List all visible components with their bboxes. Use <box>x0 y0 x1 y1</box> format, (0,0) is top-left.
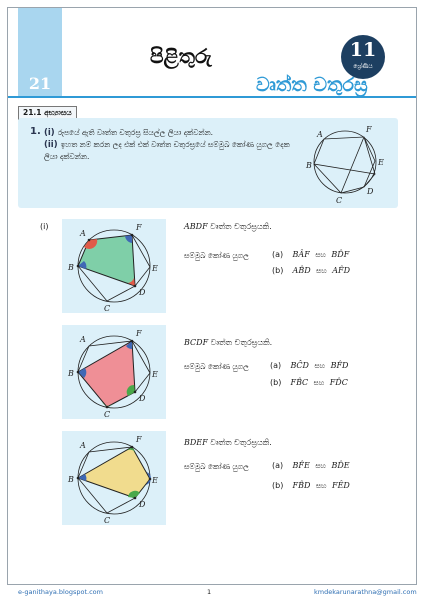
angle-second: FÊD <box>332 481 350 490</box>
answer-figure-abdf <box>62 219 166 313</box>
pair-marker: (a) <box>272 461 284 470</box>
answer-pair-row <box>272 481 350 491</box>
pair-conjunction: සහ <box>315 462 326 470</box>
question-part-1 <box>44 127 294 139</box>
answer-part-label: (i) <box>40 222 49 231</box>
quad-name: ABDF <box>184 222 208 231</box>
point-label-f: F <box>366 125 372 134</box>
angle-second: BF̂D <box>330 361 349 370</box>
question-box <box>18 118 398 208</box>
answer-pair-row <box>272 266 350 276</box>
point-f <box>131 340 134 343</box>
title-suffix: වෘත්ත චතුරස්‍රයකි. <box>210 222 272 231</box>
point-e <box>149 478 152 481</box>
answer-title-abdf <box>184 222 272 232</box>
quad-name: BCDF <box>184 338 209 347</box>
question-circle-diagram <box>303 118 398 208</box>
point-label-c: C <box>104 410 111 419</box>
grade-label: ශ්‍රේණිය <box>353 63 373 70</box>
pair-marker: (b) <box>270 378 282 387</box>
point-label-f: F <box>136 223 142 232</box>
point-label-a: A <box>80 229 86 238</box>
point-label-e: E <box>378 158 384 167</box>
pair-marker: (a) <box>270 361 282 370</box>
chapter-number: 21 <box>28 74 52 93</box>
angle-first: FB̂D <box>292 481 311 490</box>
answer-title-bcdf <box>184 338 272 348</box>
point-label-c: C <box>104 304 111 313</box>
point-label-b: B <box>306 161 312 170</box>
topic-title: වෘත්ත චතුරස්‍ර <box>256 74 368 96</box>
answer-figure-bdef <box>62 431 166 525</box>
point-label-a: A <box>80 335 86 344</box>
answer-pair-row <box>270 378 348 388</box>
footer-website-link[interactable]: e-ganithaya.blogspot.com <box>18 588 103 596</box>
circle-diagram-bdef <box>62 431 166 525</box>
header-rule <box>8 96 416 98</box>
angle-first: FB̂C <box>290 378 309 387</box>
question-part-text: ඉහත නම් කරන ලද එක් එක් වෘත්ත චතුරස්‍රයේ සම්මුඛ කෝණ යුගල දෙක ලියා දක්වන්න. <box>44 140 290 161</box>
point-label-b: B <box>68 369 74 378</box>
point-label-c: C <box>104 516 111 525</box>
pairs-label: සම්මුඛ කෝණ යුගල <box>184 251 249 260</box>
question-figure <box>303 118 398 208</box>
answer-pair-row <box>272 461 350 471</box>
footer-email-link[interactable]: kmdekarunarathna@gmail.com <box>314 588 417 596</box>
question-part-2 <box>44 139 294 162</box>
point-d <box>134 285 137 288</box>
pair-conjunction: සහ <box>314 362 326 370</box>
point-f <box>131 446 134 449</box>
point-b <box>77 265 80 268</box>
point-b <box>77 477 80 480</box>
quad-abdf <box>314 137 375 174</box>
pair-marker: (a) <box>272 250 284 259</box>
point-label-c: C <box>336 196 343 205</box>
point-label-e: E <box>152 264 158 273</box>
point-label-b: B <box>68 475 74 484</box>
point-label-a: A <box>80 441 86 450</box>
chord-fc <box>341 137 364 193</box>
point-label-d: D <box>139 288 146 297</box>
page-header <box>8 8 416 98</box>
answer-title-bdef <box>184 438 272 448</box>
pair-conjunction: සහ <box>313 379 325 387</box>
answer-pair-row <box>270 361 348 371</box>
angle-first: BF̂E <box>292 461 310 470</box>
angle-second: FD̂C <box>329 378 348 387</box>
point-label-d: D <box>139 500 146 509</box>
exercise-tag: 21.1 අභ්‍යාසය <box>18 106 77 120</box>
point-d <box>134 391 137 394</box>
pair-marker: (b) <box>272 481 284 490</box>
angle-second: BD̂F <box>331 250 350 259</box>
pair-marker: (b) <box>272 266 284 275</box>
question-part-label: (ii) <box>44 140 58 150</box>
angle-first: BÂF <box>292 250 310 259</box>
point-a <box>88 239 91 242</box>
circle-diagram-bcdf <box>62 325 166 419</box>
question-number: 1. <box>30 126 41 137</box>
quad-bdef <box>78 447 150 498</box>
point-d <box>134 497 137 500</box>
point-label-f: F <box>136 329 142 338</box>
point-label-e: E <box>152 476 158 485</box>
point-c <box>106 406 109 409</box>
answer-pair-row <box>272 250 349 260</box>
pair-conjunction: සහ <box>315 482 327 490</box>
lower-chords <box>314 164 375 193</box>
point-label-f: F <box>136 435 142 444</box>
point-f <box>131 234 134 237</box>
pair-conjunction: සහ <box>315 251 326 259</box>
angle-second: BD̂E <box>331 461 350 470</box>
angle-first: AB̂D <box>292 266 311 275</box>
point-label-d: D <box>139 394 146 403</box>
quad-name: BDEF <box>184 438 208 447</box>
title-suffix: වෘත්ත චතුරස්‍රයකි. <box>210 338 273 347</box>
point-label-a: A <box>317 130 323 139</box>
title-suffix: වෘත්ත චතුරස්‍රයකි. <box>210 438 272 447</box>
angle-first: BĈD <box>290 361 309 370</box>
point-b <box>77 371 80 374</box>
pairs-label: සම්මුඛ කෝණ යුගල <box>184 462 249 471</box>
pairs-label: සම්මුඛ කෝණ යුගල <box>184 362 249 371</box>
page-heading: පිළිතුරු <box>150 44 212 68</box>
grade-number: 11 <box>349 39 377 61</box>
pair-conjunction: සහ <box>316 267 327 275</box>
circle-diagram-abdf <box>62 219 166 313</box>
grade-badge <box>341 35 385 79</box>
point-label-b: B <box>68 263 74 272</box>
footer-page-number: 1 <box>207 588 212 596</box>
angle-second: AF̂D <box>332 266 351 275</box>
question-part-text: රූපයේ ඇති වෘත්ත චතුරස්‍ර සියල්ල ලියා දක්වන්න. <box>57 128 214 137</box>
answer-figure-bcdf <box>62 325 166 419</box>
question-part-label: (i) <box>44 128 55 138</box>
point-label-d: D <box>367 187 374 196</box>
point-label-e: E <box>152 370 158 379</box>
